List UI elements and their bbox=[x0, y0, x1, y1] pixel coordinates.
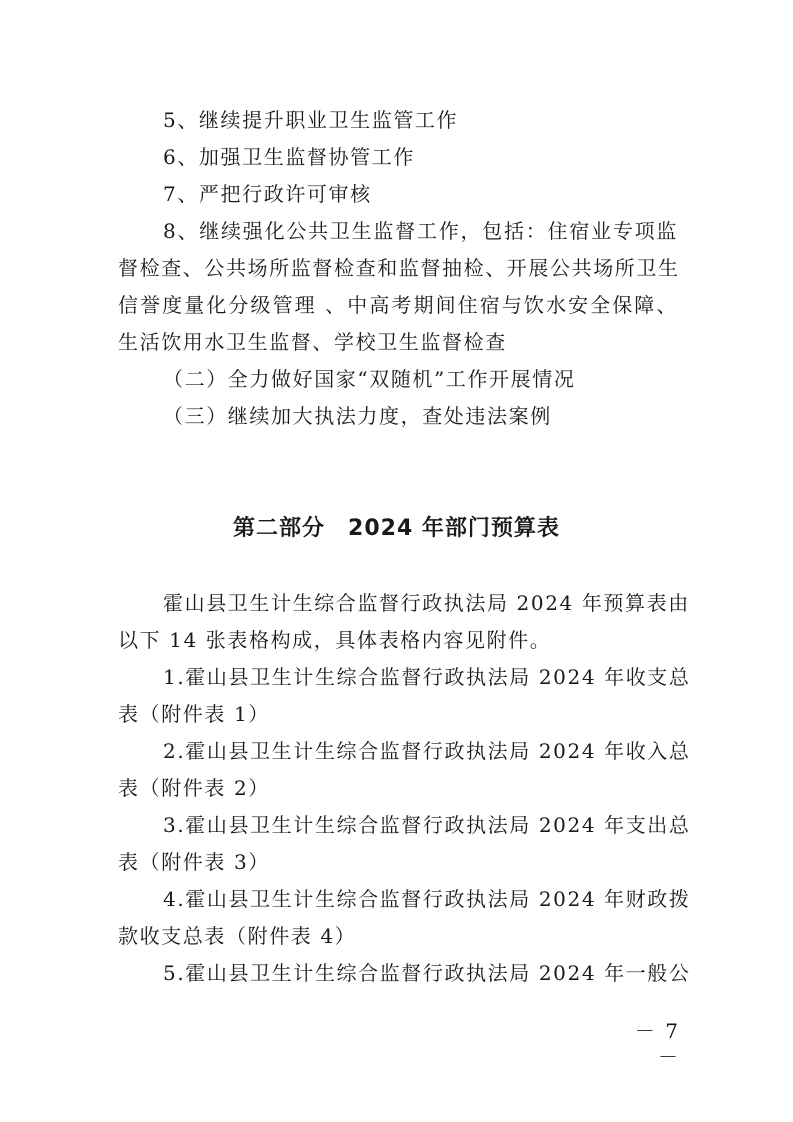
item-5: 5、继续提升职业卫生监管工作 bbox=[163, 108, 459, 132]
item-6: 6、加强卫生监督协管工作 bbox=[163, 145, 415, 169]
table-item-4-line-2: 款收支总表（附件表 4） bbox=[118, 924, 357, 948]
table-item-1-line-2: 表（附件表 1） bbox=[118, 702, 270, 726]
subsection-3: （三）继续加大执法力度，查处违法案例 bbox=[163, 404, 552, 428]
subsection-2: （二）全力做好国家“双随机”工作开展情况 bbox=[163, 367, 576, 391]
intro-line-1: 霍山县卫生计生综合监督行政执法局 2024 年预算表由 bbox=[163, 591, 690, 615]
intro-line-2: 以下 14 张表格构成，具体表格内容见附件。 bbox=[118, 628, 552, 652]
item-7: 7、严把行政许可审核 bbox=[163, 182, 372, 206]
part-two-heading: 第二部分 2024 年部门预算表 bbox=[233, 516, 560, 541]
item-8-line-2: 督检查、公共场所监督检查和监督抽检、开展公共场所卫生 bbox=[118, 256, 680, 280]
table-item-3-line-1: 3.霍山县卫生计生综合监督行政执法局 2024 年支出总 bbox=[163, 813, 691, 837]
table-item-2-line-2: 表（附件表 2） bbox=[118, 776, 270, 800]
item-8-line-4: 生活饮用水卫生监督、学校卫生监督检查 bbox=[118, 330, 507, 354]
item-8-line-3: 信誉度量化分级管理 、中高考期间住宿与饮水安全保障、 bbox=[118, 293, 678, 317]
table-item-5-line-1: 5.霍山县卫生计生综合监督行政执法局 2024 年一般公 bbox=[163, 961, 691, 985]
table-item-4-line-1: 4.霍山县卫生计生综合监督行政执法局 2024 年财政拨 bbox=[163, 887, 691, 911]
table-item-1-line-1: 1.霍山县卫生计生综合监督行政执法局 2024 年收支总 bbox=[163, 665, 691, 689]
item-8-line-1: 8、继续强化公共卫生监督工作，包括：住宿业专项监 bbox=[163, 219, 678, 243]
table-item-2-line-1: 2.霍山县卫生计生综合监督行政执法局 2024 年收入总 bbox=[163, 739, 691, 763]
page-number: － 7 － bbox=[634, 1019, 680, 1069]
table-item-3-line-2: 表（附件表 3） bbox=[118, 850, 270, 874]
